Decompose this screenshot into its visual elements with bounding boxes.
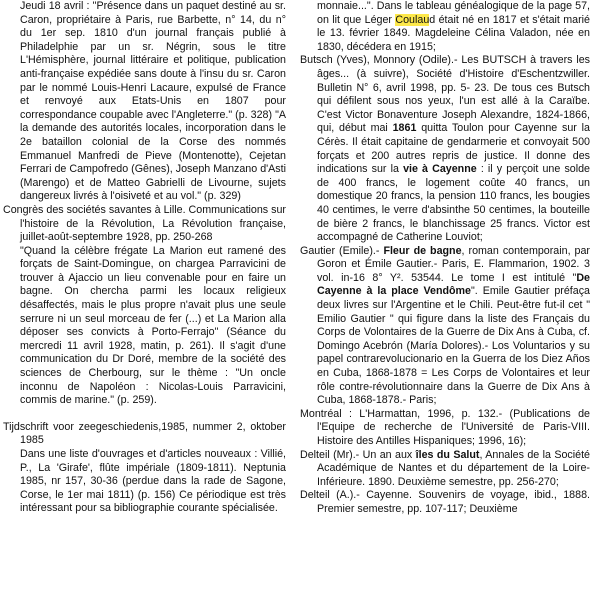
text-span: quitta Toulon pour Cayenne sur la Cérès. Il était capitaine de gendarmerie et convoyait 500 forçats et 200 autres repris de justice. Il donne des indications sur la [317, 122, 590, 176]
entry-tijdschrift-zeegeschiedenis: Tijdschrift voor zeegeschiedenis,1985, nummer 2, oktober 1985 [3, 420, 286, 447]
text-span: monnaie...". Dans le tableau généalogique de la page 57, on lit que Léger [317, 0, 590, 26]
text-span: Butsch (Yves), Monnory (Odile).- Les BUTSCH à travers les âges... (à suivre), Société d'Histoire d'Eschentzwiller. Bulletin N° 6, avril 1998, pp. 5- 23. De tous ces Butsch qui défilent sous nos yeux, l'un est allé à la Caraïbe. C'est Victor Bonaventure Joseph Alexandre, 1824-1866, qui, début mai [300, 54, 590, 135]
bold-text: De Cayenne à la place Vendôme [317, 271, 590, 298]
bold-text: vie à Cayenne [403, 163, 477, 176]
entry-villie-girafe: Dans une liste d'ouvrages et d'articles nouveaux : Villié, P., La 'Girafe', flûte impériale (1809-1811). Neptunia 1985, nr 157, 30-36 (perdue dans la rade de Sagone, Corse, le 1er mai 1811) (p. 156) Ce périodique est très intéressant pour sa bibliographie courante spécialisée. [20, 448, 286, 515]
text-span: ". Emile Gautier préfaça deux livres sur l'Argentine et le Chili. Peut-être fut-il cet " Emilio Gautier " qui figure dans la liste des Français du Corps de Volontaires de la Guerre de Dix Ans à Cuba, cf. Domingo Acebrón (María Dolores).- Los Voluntarios y su papel contrarevolucionario en la Guerra de los Diez Años en Cuba, 1868-1878 = Les Corps de Volontaires et leur rôle contre-révolutionnaire dans la Guerre de Dix Ans à Cuba, 1868-1878.- Paris; [317, 285, 590, 407]
text-span: , roman contemporain, par Goron et Émile Gautier.- Paris, E. Flammarion, 1902. 3 vol. in-16 8° Y². 53544. Le tome I est intitulé " [317, 244, 590, 284]
left-column [3, 0, 286, 516]
text-span: , Annales de la Société Académique de Nantes et du département de la Loire-Inférieure. 1890. Deuxième semestre, pp. 256-270; [317, 448, 591, 488]
bold-text: îles du Salut [415, 448, 480, 461]
bold-text: Fleur de bagne [383, 244, 462, 257]
entry-jeudi-18-avril: Jeudi 18 avril : "Présence dans un paquet destiné au sr. Caron, propriétaire à Paris, rue Barbette, n° 14, du n° du 1er sep. 1810 d'un journal français publié à Philadelphie par un sr. Négrin, sous le titre L'Hémisphère, journal littéraire et politique, publication anti-française expédiée sans doute à l'insu du sr. Caron par le nommé Louis-Henri Lacaure, expulsé de France et renvoyé aux Etats-Unis en 1807 pour correspondance coupable avec l'Angleterre." (p. 328) "A la demande des autorités locales, incorporation dans le 2e bataillon colonial de la Corse des nommés Emmanuel Manfredi de Pieve (Montenotte), Cejetan Ferrari de Campofredo (Gênes), Joseph Manzano d'Asti (Marengo) et de Matteo Gabrielli de Livourne, sujets dangereux livrés à l'oisiveté et au vol." (p. 329) [20, 0, 286, 203]
entry-congres-societes-savantes: Congrès des sociétés savantes à Lille. Communications sur l'histoire de la Révolution, La Révolution française, juillet-août-septembre 1928, pp. 250-268 [3, 203, 286, 244]
bold-text: 1861 [392, 122, 417, 135]
text-span: d était né en 1817 et s'était marié le 13. février 1849. Magdeleine Célina Valadon, née en 1830, décédera en 1915; [317, 13, 590, 53]
entry-quote-la-marion: "Quand la célèbre frégate La Marion eut ramené des forçats de Saint-Domingue, on chargea Parravicini de trouver à Ajaccio un lieu convenable pour en faire un bagne. On chercha parmi les locaux religieux désaffectés, mais le plus propre n'avait plus une seule serrure ni un seul morceau de fer (...) et La Marion alla déposer ses convicts à Porto-Ferrajo" (Séance du mercredi 11 avril 1928, matin, p. 261). Il s'agit d'une communication du Dr Doré, membre de la société des sciences de Cherbourg, sur le thème : "Un oncle inconnu de Napoléon : Nicolas-Louis Parravicini, commis de marine." (p. 259). [20, 244, 286, 407]
text-span: Gautier (Emile).- [300, 244, 384, 257]
entry-montreal: Montréal : L'Harmattan, 1996, p. 132.- (Publications de l'Equipe de recherche de l'Université de Paris-VIII. Histoire des Antilles Hispaniques; 1996, 16); [300, 407, 590, 447]
text-span: Delteil (Mr).- Un an aux [300, 448, 416, 461]
right-column [300, 0, 590, 517]
entry-delteil-mr [300, 449, 590, 490]
entry-monnaie-continuation [300, 0, 590, 54]
highlighted-word: Coulau [395, 13, 430, 26]
entry-delteil-a: Delteil (A.).- Cayenne. Souvenirs de voyage, ibid., 1888. Premier semestre, pp. 107-117; Deuxième [300, 489, 590, 515]
entry-butsch [300, 54, 590, 244]
entry-gautier [300, 245, 590, 408]
text-span: : il y perçoit une solde de 400 francs, le logement coûte 40 francs, un domestique 20 francs, la pension 110 francs, les bougies 40 centimes, le verre d'absinthe 50 centimes, la bouteille de bière 2 francs, le blanchissage 25 francs. Victor est accompagné de Catherine Louviot; [317, 163, 590, 244]
